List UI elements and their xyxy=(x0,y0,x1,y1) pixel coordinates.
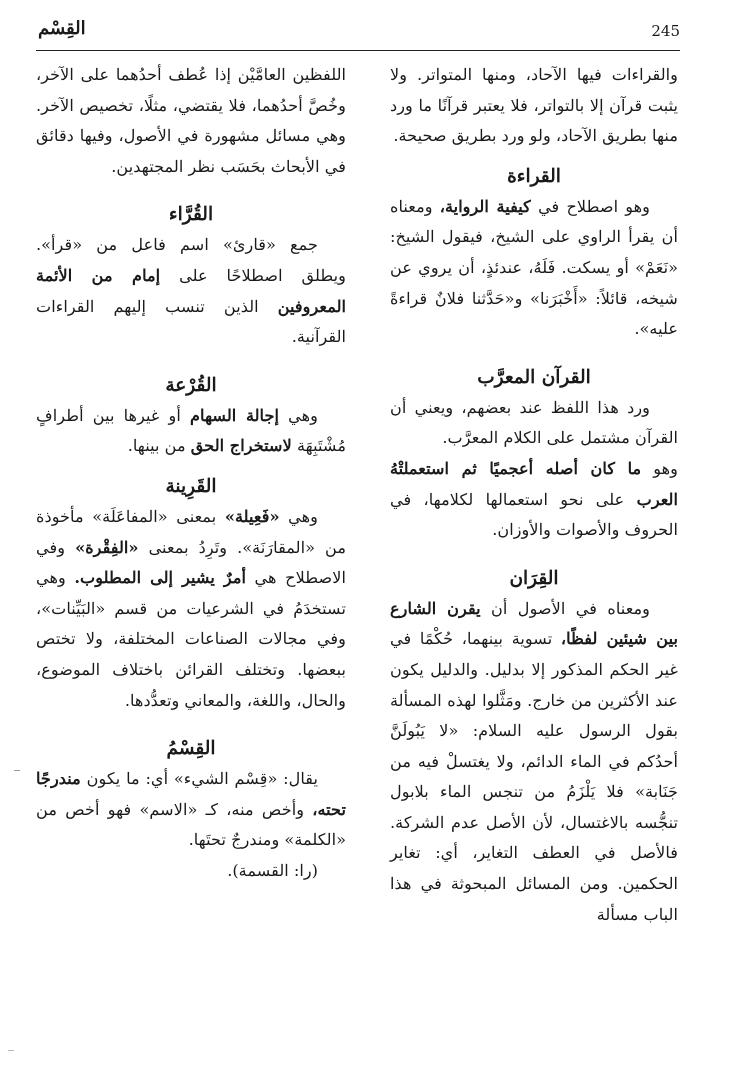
entry-paragraph-qurah xyxy=(36,401,346,462)
text-run: ومعناه أن يقرأ الراوي على الشيخ، فيقول الشيخ: «نَعَمْ» أو يسكت. فَلَهُ، عندئذٍ، أن يروي عن شيخه، قائلاً: «أَخْبَرَنا» و«حَدَّثنا فلانٌ قراءةً عليه». xyxy=(390,196,678,339)
entry-paragraph-muarrab-2 xyxy=(390,454,678,546)
entry-title-qiraah: القراءة xyxy=(507,165,561,187)
text-run: من بينها. xyxy=(127,436,191,456)
margin-mark xyxy=(14,770,20,771)
text-run: وهي xyxy=(279,405,319,425)
bold-term: «الفِقْرة» xyxy=(75,537,139,557)
continuation-paragraph: اللفظين العامَّيْن إذا عُطف أحدُهما على الآخر، وخُصَّ أحدُهما، فلا يقتضي، مثلًا، تخصيص الآخر. وهي مسائل مشهورة في الأصول، وفيها دقائق في الأبحاث بحَسَب نظر المجتهدين. xyxy=(36,65,346,176)
text-run: وهي تستخدَمُ في الشرعيات من قسم «البَيِّنات»، وفي مجالات الصناعات المختلفة، ولا تختص ببعضها. وتختلف القرائن باختلاف الموضوع، والحال، واللغة، والمعاني وتعدُّدها. xyxy=(36,568,346,710)
left-column xyxy=(36,60,346,886)
entry-paragraph-qism xyxy=(36,764,346,856)
header-rule xyxy=(36,50,680,51)
text-run: وهي xyxy=(279,506,318,526)
text-run: وفي الاصطلاح هي xyxy=(36,537,346,588)
entry-title-qurah: القُرْعة xyxy=(165,374,217,396)
entry-title-muarrab: القرآن المعرَّب xyxy=(477,366,591,388)
right-column xyxy=(390,60,678,930)
bold-term: لاستخراج الحق xyxy=(190,436,292,456)
text-run: ومعناه في الأصول أن xyxy=(480,598,650,618)
text-run: جمع «قارئ» اسم فاعل من «قرأ». ويطلق اصطلاحًا على xyxy=(36,235,346,285)
text-run: تسوية بينهما، حُكْمًا في غير الحكم المذكور إلا بدليل. والدليل يكون عند الأكثرين من خارج. ومَثَّلوا لهذه المسألة بقول الرسول عليه السلام: «لا يَبُولَنَّ أحدُكم في الماء الدائم، ولا يغتسلْ فيه من جَنَابة» فلا يَلْزَمُ من تنجس الماء بلابول تنجُّسه بالاغتسال، لأن الأصل عدم الشركة. فالأصل في العطف التغاير، أي: تغاير الحكمين. ومن المسائل المبحوثة في هذا الباب مسألة xyxy=(390,629,678,924)
running-head: القِسْم xyxy=(38,18,86,39)
cross-reference: (را: القسمة). xyxy=(227,860,318,880)
text-run: يقال: «قِسْم الشيء» أي: ما يكون xyxy=(80,769,318,789)
bold-term: كيفية الرواية، xyxy=(439,196,531,216)
text-run: وهو اصطلاح في xyxy=(530,196,650,216)
bold-term: إجالة السهام xyxy=(190,405,279,425)
bold-term: مندرجًا تحته، xyxy=(36,769,346,819)
entry-title-qarinah: القَرِينة xyxy=(165,475,217,497)
entry-paragraph-qiran xyxy=(390,594,678,931)
entry-paragraph-qurra xyxy=(36,230,346,352)
entry-title-qism: القِسْمُ xyxy=(166,738,216,760)
bold-term: «فَعِيلة» xyxy=(224,506,280,526)
bold-term: أمرٌ يشير إلى المطلوب. xyxy=(74,568,246,588)
bold-term: إمام من الأئمة المعروفين xyxy=(36,265,346,316)
text-run: على نحو استعمالها لكلامها، في الحروف والأصوات والأوزان. xyxy=(390,489,678,540)
page-header xyxy=(36,18,680,48)
text-run: الذين تنسب إليهم القراءات القرآنية. xyxy=(36,296,346,347)
entry-paragraph-qiraah xyxy=(390,192,678,345)
entry-paragraph-muarrab-1: ورد هذا اللفظ عند بعضهم، ويعني أن القرآن مشتمل على الكلام المعرَّب. xyxy=(390,397,678,448)
bold-term: يقرن الشارع بين شيئين لفظًا، xyxy=(390,598,678,649)
margin-mark xyxy=(8,1050,14,1051)
text-run: وهو xyxy=(641,458,678,478)
page-number: 245 xyxy=(651,22,680,40)
entry-title-qiran: القِرَان xyxy=(509,567,559,589)
entry-title-qurra: القُرَّاء xyxy=(168,204,214,226)
bold-term: ما كان أصله أعجميًا ثم استعملتْهُ العرب xyxy=(390,458,678,509)
entry-paragraph-qarinah xyxy=(36,502,346,716)
text-run: وأخص منه، كـ «الاسم» فهو أخص من «الكلمة» ومندرجٌ تحتَها. xyxy=(36,799,346,850)
text-run: بمعنى «المفاعَلَة» مأخوذة من «المقارَنَة». وتَرِدُ بمعنى xyxy=(36,506,346,557)
continuation-paragraph: والقراءات فيها الآحاد، ومنها المتواتر. ولا يثبت قرآن إلا بالتواتر، فلا يعتبر قرآنًا ما ورد منها بطريق الآحاد، ولو ورد بطريق صحيحة. xyxy=(390,65,678,146)
text-run: أو غيرها بين أطرافٍ مُشْتَبِهَة xyxy=(36,405,346,456)
